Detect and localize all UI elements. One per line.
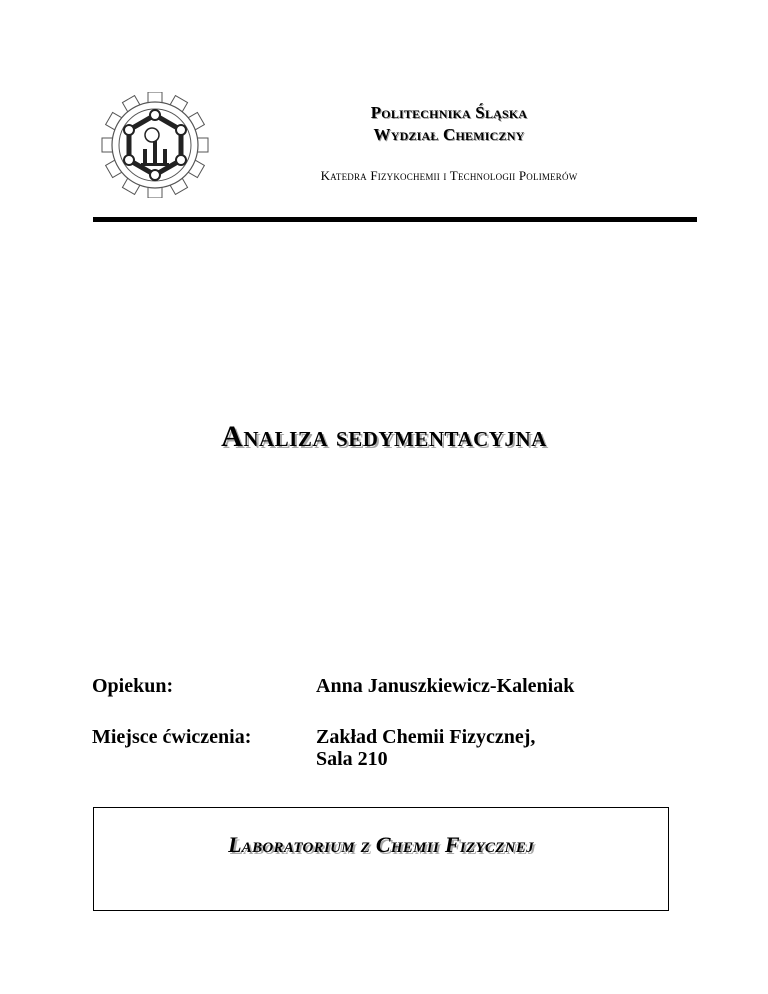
lab-title: Laboratorium z Chemii Fizycznej — [228, 832, 534, 857]
location-value-line1: Zakład Chemii Fizycznej, — [316, 726, 536, 748]
supervisor-label: Opiekun: — [92, 675, 174, 697]
lab-box — [93, 807, 669, 911]
location-label: Miejsce ćwiczenia: — [92, 726, 252, 748]
location-value — [316, 726, 535, 770]
university-name: Politechnika Śląska — [370, 103, 528, 122]
location-value-line2: Sala 210 — [316, 748, 388, 770]
faculty-name: Wydział Chemiczny — [373, 125, 525, 144]
university-gear-emblem-icon — [92, 92, 218, 198]
supervisor-value: Anna Januszkiewicz-Kaleniak — [316, 675, 575, 697]
header — [234, 102, 664, 146]
department-name: Katedra Fizykochemii i Technologii Polimerów — [320, 168, 578, 183]
document-title: Analiza sedymentacyjna — [221, 420, 547, 453]
header-divider — [93, 217, 697, 222]
